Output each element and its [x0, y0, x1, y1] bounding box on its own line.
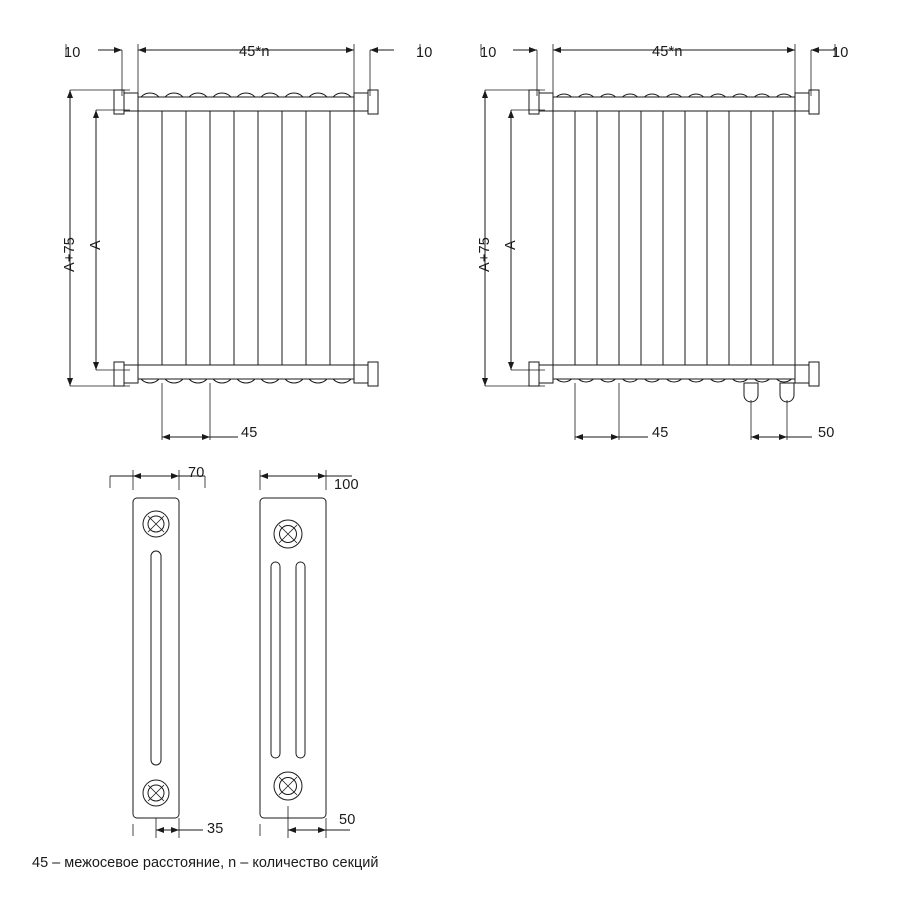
dim-label-depth-side-3col: 100 [334, 477, 359, 493]
drawing-caption: 45 – межосевое расстояние, n – количество секций [32, 855, 379, 871]
dim-label-left-offset-front-3col: 10 [480, 45, 497, 61]
dim-label-center-height-front-2col: A [88, 240, 104, 250]
side-view-3-column-geometry [260, 470, 352, 838]
side-view-2-column-geometry [110, 470, 205, 838]
dim-label-foot-offset-side-3col: 50 [339, 812, 356, 828]
dim-label-right-offset-front-3col: 10 [832, 45, 849, 61]
dim-label-outlet-spacing-front-3col: 50 [818, 425, 835, 441]
dim-label-depth-side-2col: 70 [188, 465, 205, 481]
dim-label-left-offset-front-2col: 10 [64, 45, 81, 61]
dim-label-total-width-front-3col: 45*n [652, 44, 683, 60]
front-view-2-column-geometry [66, 44, 420, 440]
dim-label-overall-height-front-3col: A+75 [477, 236, 493, 272]
dim-label-foot-offset-side-2col: 35 [207, 821, 224, 837]
dim-label-total-width-front-2col: 45*n [239, 44, 270, 60]
front-view-3-column-geometry [481, 44, 835, 440]
dim-label-overall-height-front-2col: A+75 [62, 236, 78, 272]
dim-label-pitch-front-3col: 45 [652, 425, 669, 441]
dim-label-center-height-front-3col: A [503, 240, 519, 250]
dim-label-pitch-front-2col: 45 [241, 425, 258, 441]
dim-label-right-offset-front-2col: 10 [416, 45, 433, 61]
